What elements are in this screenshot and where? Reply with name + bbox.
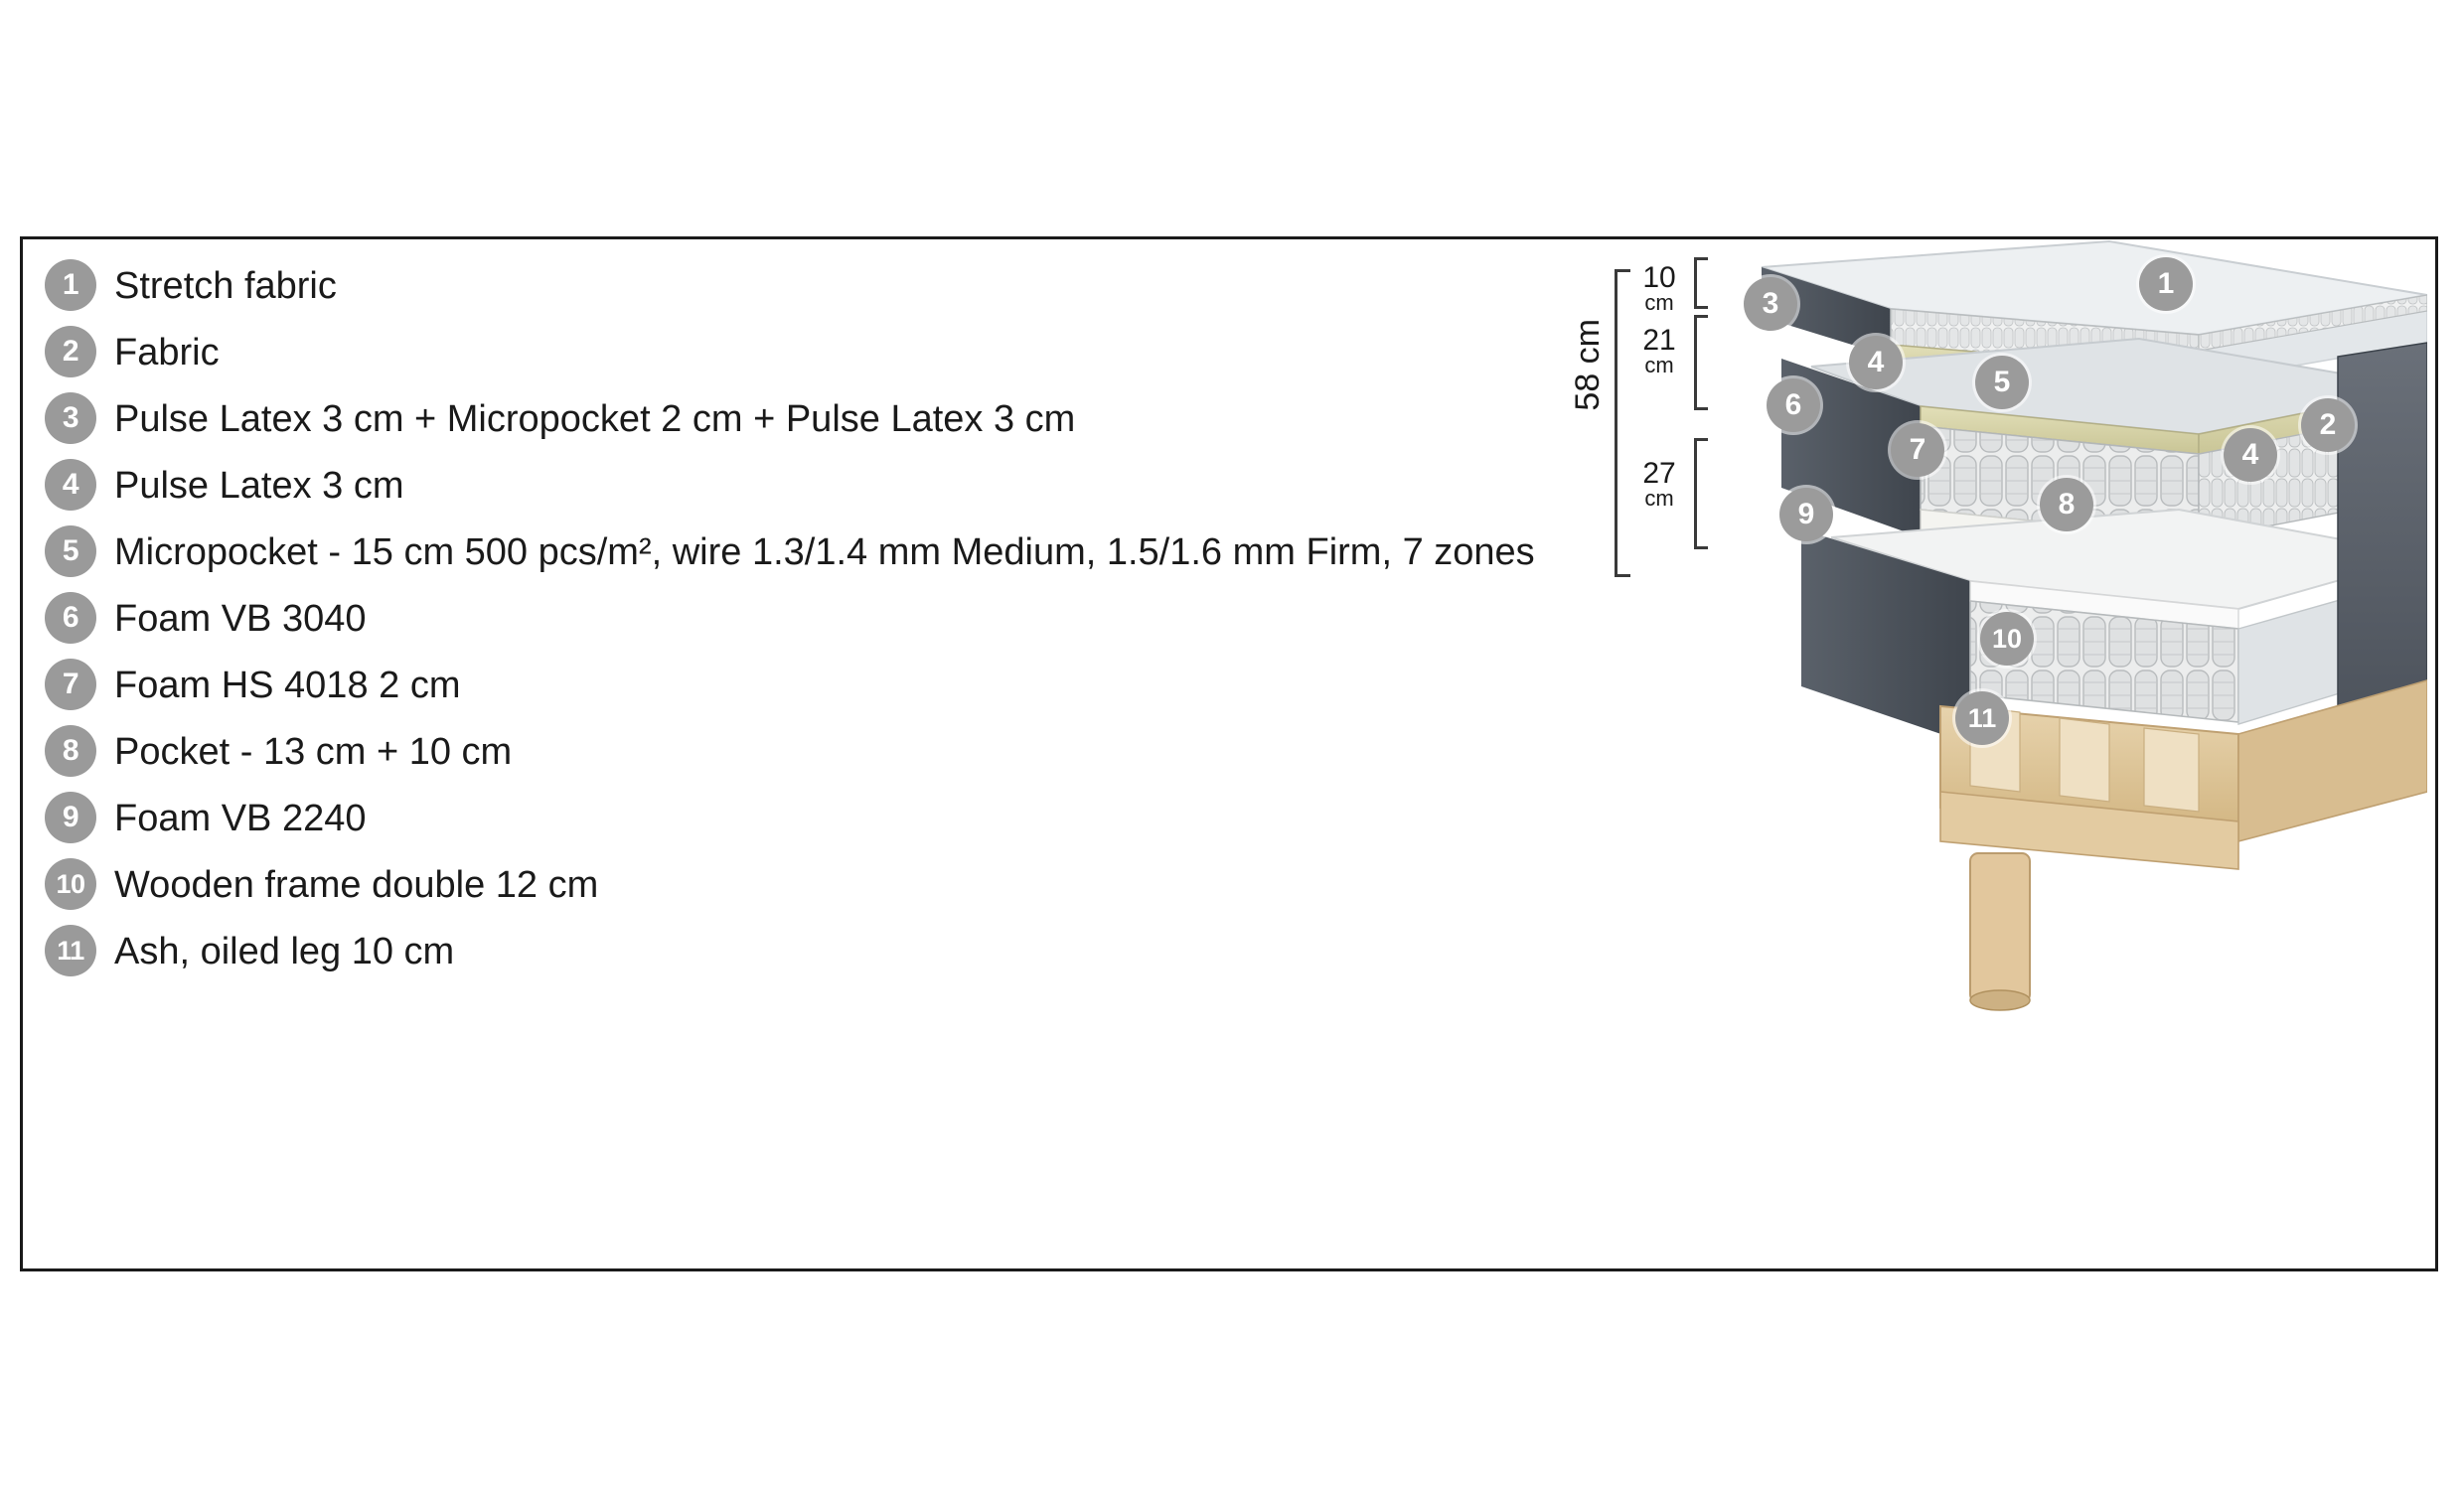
list-item — [45, 392, 1555, 444]
legend-label-11: Ash, oiled leg 10 cm — [114, 931, 455, 972]
segment-10-value: 10 — [1642, 261, 1676, 294]
legend-badge-5: 5 — [45, 525, 96, 577]
legend-list — [45, 259, 1555, 991]
total-height-label: 58 cm — [1569, 319, 1607, 411]
list-item — [45, 326, 1555, 377]
legend-badge-7: 7 — [45, 659, 96, 710]
segment-21-value: 21 — [1642, 324, 1676, 357]
spec-panel — [20, 236, 2438, 1271]
list-item — [45, 858, 1555, 910]
legend-label-2: Fabric — [114, 332, 220, 373]
list-item — [45, 925, 1555, 976]
callout-1: 1 — [2139, 257, 2193, 311]
legend-badge-10: 10 — [45, 858, 96, 910]
total-height-bracket — [1615, 269, 1630, 577]
legend-label-5: Micropocket - 15 cm 500 pcs/m², wire 1.3/1.4 mm Medium, 1.5/1.6 mm Firm, 7 zones — [114, 531, 1535, 573]
legend-badge-3: 3 — [45, 392, 96, 444]
legend-badge-6: 6 — [45, 592, 96, 644]
list-item — [45, 459, 1555, 511]
callout-7: 7 — [1891, 423, 1944, 477]
list-item — [45, 725, 1555, 777]
callout-5: 5 — [1975, 356, 2029, 409]
legend-label-8: Pocket - 13 cm + 10 cm — [114, 731, 513, 773]
callout-2: 2 — [2301, 398, 2355, 452]
segment-27-value: 27 — [1642, 457, 1676, 490]
legend-badge-1: 1 — [45, 259, 96, 311]
legend-label-10: Wooden frame double 12 cm — [114, 864, 599, 906]
list-item — [45, 259, 1555, 311]
callout-8: 8 — [2040, 478, 2093, 531]
legend-label-4: Pulse Latex 3 cm — [114, 465, 404, 507]
legend-label-7: Foam HS 4018 2 cm — [114, 665, 461, 706]
list-item — [45, 659, 1555, 710]
list-item — [45, 792, 1555, 843]
legend-badge-9: 9 — [45, 792, 96, 843]
legend-label-3: Pulse Latex 3 cm + Micropocket 2 cm + Pulse Latex 3 cm — [114, 398, 1076, 440]
legend-label-1: Stretch fabric — [114, 265, 337, 307]
callout-11: 11 — [1955, 691, 2009, 745]
segment-27-unit: cm — [1644, 485, 1674, 511]
callout-6: 6 — [1767, 378, 1820, 432]
callout-10: 10 — [1980, 612, 2034, 666]
legend-badge-8: 8 — [45, 725, 96, 777]
callout-4: 4 — [1849, 336, 1903, 389]
legend-label-9: Foam VB 2240 — [114, 798, 367, 839]
segment-10-unit: cm — [1644, 289, 1674, 315]
legend-badge-11: 11 — [45, 925, 96, 976]
callout-3: 3 — [1744, 277, 1797, 331]
callout-4b: 4 — [2224, 428, 2277, 482]
bed-cutaway-illustration — [1553, 239, 2427, 1267]
legend-label-6: Foam VB 3040 — [114, 598, 367, 640]
list-item — [45, 592, 1555, 644]
legend-badge-4: 4 — [45, 459, 96, 511]
segment-21-unit: cm — [1644, 352, 1674, 377]
legend-badge-2: 2 — [45, 326, 96, 377]
callout-9: 9 — [1779, 488, 1833, 541]
list-item — [45, 525, 1555, 577]
bed-diagram-svg — [1642, 239, 2427, 1267]
